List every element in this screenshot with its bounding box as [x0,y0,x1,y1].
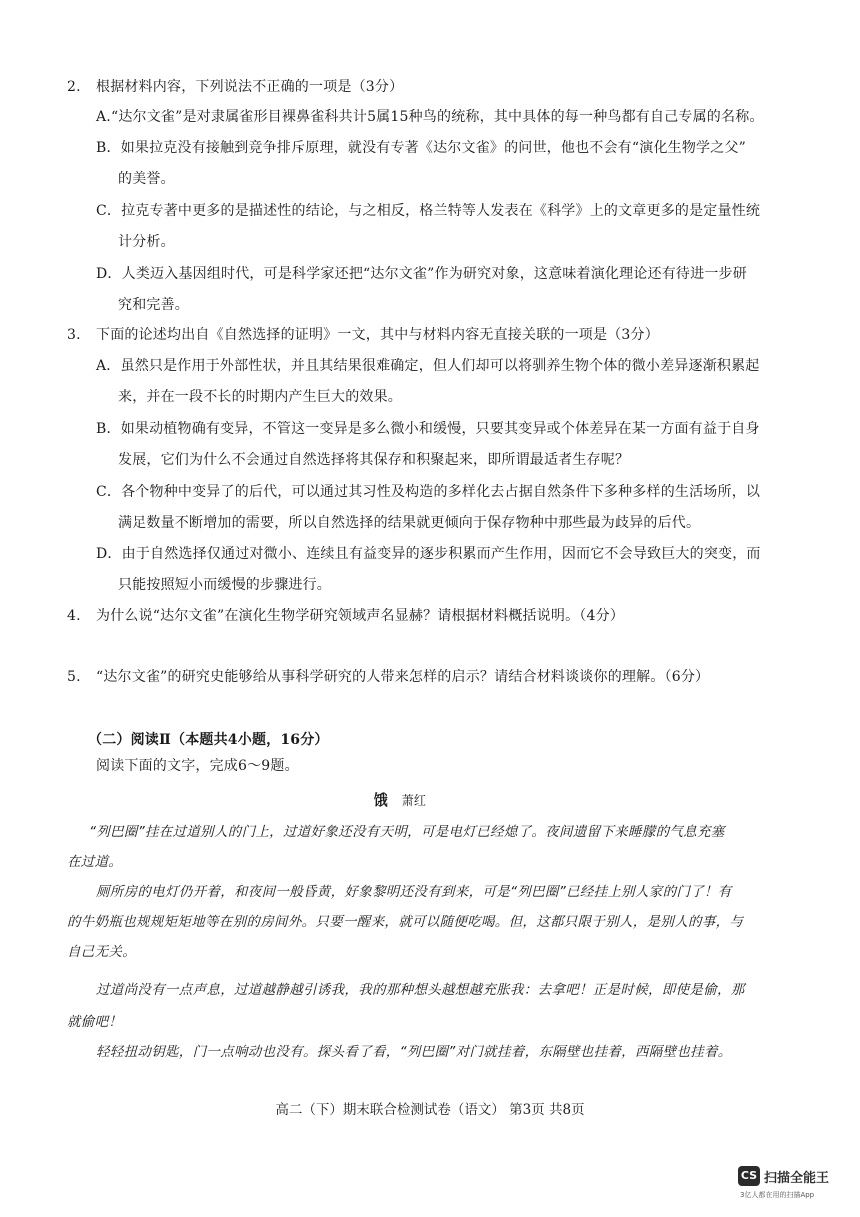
scanner-tagline: 3亿人都在用的扫描App [740,1191,815,1199]
story-paragraph-1-line1: “列巴圈”挂在过道别人的门上，过道好象还没有天明，可是电灯已经熄了。夜间遗留下来睡朦的气息充塞 [89,824,725,840]
q2-option-d-line2: 究和完善。 [118,297,189,313]
page-footer: 高二（下）期末联合检测试卷（语文） 第3页 共8页 [275,1102,585,1118]
scanner-name: 扫描全能王 [764,1171,830,1186]
story-paragraph-1-line2: 在过道。 [67,854,123,870]
question-5-stem: “达尔文雀”的研究史能够给从事科学研究的人带来怎样的启示？请结合材料谈谈你的理解。（6分） [96,669,710,685]
q3-option-d-line2: 只能按照短小而缓慢的步骤进行。 [118,577,331,593]
q2-option-c-line2: 计分析。 [118,234,175,250]
q3-option-a-line1: A．虽然只是作用于外部性状，并且其结果很难确定，但人们却可以将驯养生物个体的微小差异逐渐积累起 [96,358,760,374]
question-3-stem: 下面的论述均出自《自然选择的证明》一文，其中与材料内容无直接关联的一项是（3分） [96,327,659,343]
story-author: 萧红 [401,794,427,809]
question-4-stem: 为什么说“达尔文雀”在演化生物学研究领域声名显赫？请根据材料概括说明。（4分） [96,608,625,624]
q2-option-d-line1: D．人类迈入基因组时代，可是科学家还把“达尔文雀”作为研究对象，这意味着演化理论还有待进一步研 [96,266,747,282]
q3-option-c-line1: C．各个物种中变异了的后代，可以通过其习性及构造的多样化去占据自然条件下多种多样的生活场所，以 [96,484,761,500]
story-paragraph-4-line1: 轻轻扭动钥匙，门一点响动也没有。探头看了看，“列巴圈”对门就挂着，东隔壁也挂着，西隔壁也挂着。 [96,1044,732,1060]
story-paragraph-3-line1: 过道尚没有一点声息，过道越静越引诱我，我的那种想头越想越充胀我：去拿吧！正是时候，即使是偷，那 [96,982,745,998]
story-paragraph-2-line2: 的牛奶瓶也规规矩矩地等在别的房间外。只要一醒来，就可以随便吃喝。但，这都只限于别人，是别人的事，与 [67,914,744,930]
story-title: 饿 [373,791,389,809]
question-2-stem: 根据材料内容，下列说法不正确的一项是（3分） [96,79,404,95]
story-title-block [0,791,800,811]
q3-option-c-line2: 满足数量不断增加的需要，所以自然选择的结果就更倾向于保存物种中那些最为歧异的后代。 [118,515,701,531]
question-3-number: 3. [67,327,81,343]
q2-option-b-line2: 的美誉。 [118,171,175,187]
q2-option-a: A.“达尔文雀”是对隶属雀形目裸鼻雀科共计5属15种鸟的统称，其中具体的每一种鸟都有自己专属的名称。 [96,109,764,125]
story-paragraph-3-line2: 就偷吧！ [67,1014,123,1030]
scanner-logo-icon: CS [738,1166,760,1186]
story-paragraph-2-line3: 自己无关。 [67,944,136,960]
q3-option-b-line1: B．如果动植物确有变异，不管这一变异是多么微小和缓慢，只要其变异或个体差异在某一方面有益于自身 [96,421,760,437]
section-instruction: 阅读下面的文字，完成6～9题。 [96,758,299,774]
q3-option-b-line2: 发展，它们为什么不会通过自然选择将其保存和积聚起来，即所谓最适者生存呢？ [118,452,630,468]
q2-option-b-line1: B．如果拉克没有接触到竞争排斥原理，就没有专著《达尔文雀》的问世，他也不会有“演化生物学之父” [96,140,746,156]
story-paragraph-2-line1: 厕所房的电灯仍开着，和夜间一般昏黄，好象黎明还没有到来，可是“列巴圈”已经挂上别人家的门了！有 [96,884,732,900]
question-2-number: 2. [67,79,81,95]
scanner-watermark [738,1166,858,1208]
q3-option-a-line2: 来，并在一段不长的时期内产生巨大的效果。 [118,389,402,405]
section-heading: （二）阅读Ⅱ（本题共4小题，16分） [88,732,329,748]
q3-option-d-line1: D．由于自然选择仅通过对微小、连续且有益变异的逐步积累而产生作用，因而它不会导致巨大的突变，而 [96,546,761,562]
q2-option-c-line1: C．拉克专著中更多的是描述性的结论，与之相反，格兰特等人发表在《科学》上的文章更多的是定量性统 [96,203,761,219]
question-4-number: 4. [67,608,81,624]
question-5-number: 5. [67,669,81,685]
